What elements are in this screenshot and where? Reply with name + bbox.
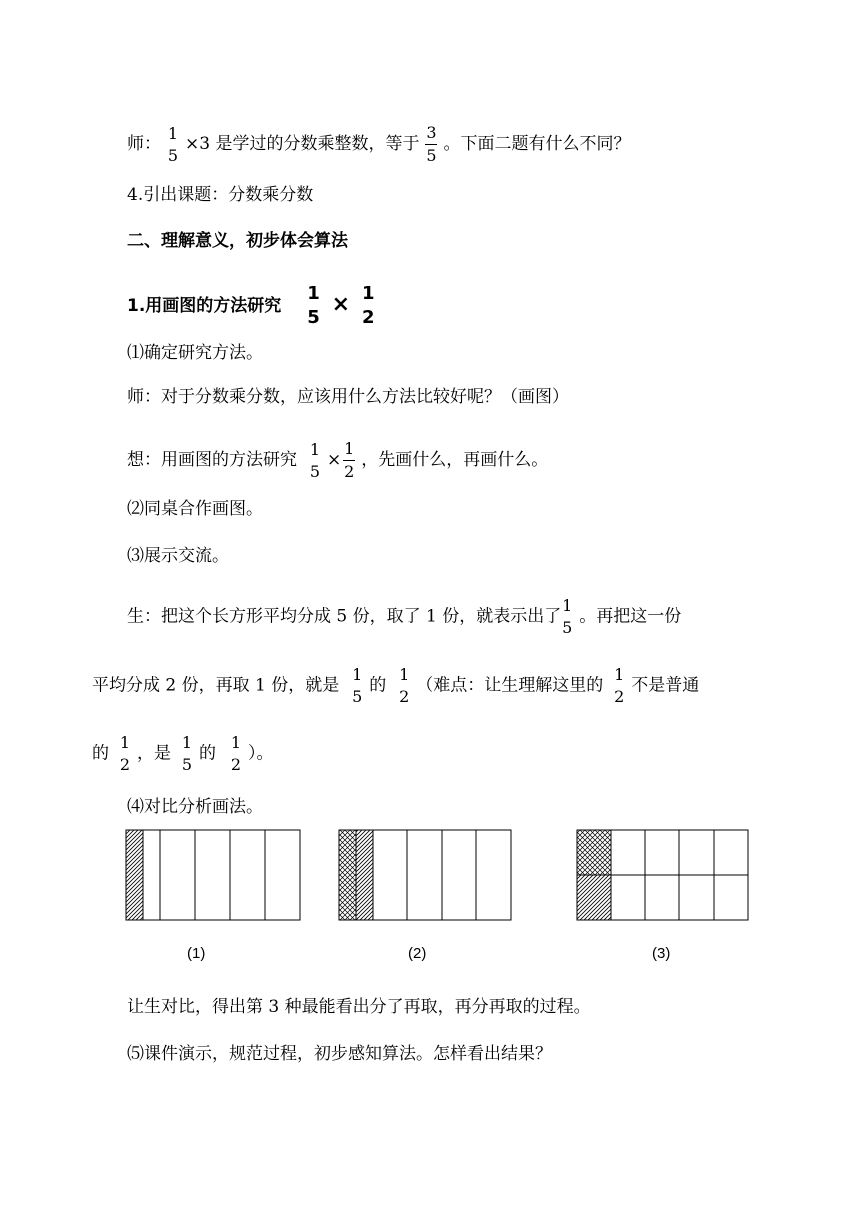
text-segment: 。下面二题有什么不同？ (443, 134, 631, 154)
figure-3 (577, 830, 748, 920)
text-line-1 (127, 125, 630, 164)
step-5: ⑸课件演示，规范过程，初步感知算法。怎样看出结果？ (127, 1044, 552, 1064)
fraction-one-half: $\frac{1}{2}$ (344, 439, 355, 481)
cross-hatched-part (577, 830, 611, 875)
fraction-one-fifth: 1 5 (309, 439, 321, 481)
rectangle-figures (0, 820, 860, 950)
figure-1 (126, 830, 300, 920)
fraction-one-fifth: 1 5 (307, 283, 320, 328)
student-line-1: 生：把这个长方形平均分成 5 份，取了 1 份，就表示出了 1 5 。再把这一份 (127, 596, 682, 637)
fraction-one-fifth: 1 5 (352, 665, 363, 706)
conclusion-line: 让生对比，得出第 3 种最能看出分了再取，再分再取的过程。 (127, 997, 591, 1017)
step-1: ⑴确定研究方法。 (127, 343, 263, 363)
teacher-line: 师：对于分数乘分数，应该用什么方法比较好呢？（画图） (127, 387, 569, 407)
student-line-3: 的 1 2 ，是 1 5 的 1 2 ）。 (92, 733, 274, 774)
fraction-one-fifth: 1 5 (181, 733, 193, 774)
fraction-one-fifth: 1 5 (167, 123, 179, 165)
text-line-2: 4.引出课题：分数乘分数 (127, 185, 314, 205)
cross-hatched-part (339, 830, 356, 920)
shaded-part (126, 830, 143, 920)
figure-label-2: (2) (408, 945, 427, 962)
step-4: ⑷对比分析画法。 (127, 797, 263, 817)
fraction-three-fifths: $\frac{3}{5}$ (426, 123, 437, 165)
fraction-one-half: 1 2 (399, 665, 410, 706)
section-heading: 二、理解意义，初步体会算法 (127, 231, 348, 251)
figure-2 (339, 830, 511, 920)
shaded-part (356, 830, 373, 920)
fraction-one-half: 1 2 (230, 733, 242, 774)
figure-label-1: (1) (187, 945, 206, 962)
fraction-one-half: 1 2 (362, 283, 375, 328)
student-line-2: 平均分成 2 份，再取 1 份，就是 1 5 的 1 2 （难点：让生理解这里的 1 2 不是普通 (92, 665, 700, 706)
think-line: 想：用画图的方法研究 1 5 × $\frac{1}{2}$ ，先画什么，再画什么。 (127, 439, 549, 481)
text-segment: 师： (127, 134, 161, 154)
step-2: ⑵同桌合作画图。 (127, 499, 263, 519)
fraction-one-half: 1 2 (614, 665, 625, 706)
shaded-part (577, 875, 611, 920)
fraction-one-half: 1 2 (119, 733, 131, 774)
fraction-one-fifth: 1 5 (562, 596, 573, 637)
figure-label-3: (3) (652, 945, 671, 962)
step-3: ⑶展示交流。 (127, 546, 229, 566)
sub-heading: 1.用画图的方法研究 1 5 × 1 2 (127, 283, 375, 328)
text-segment: ×3 是学过的分数乘整数，等于 (185, 134, 420, 154)
